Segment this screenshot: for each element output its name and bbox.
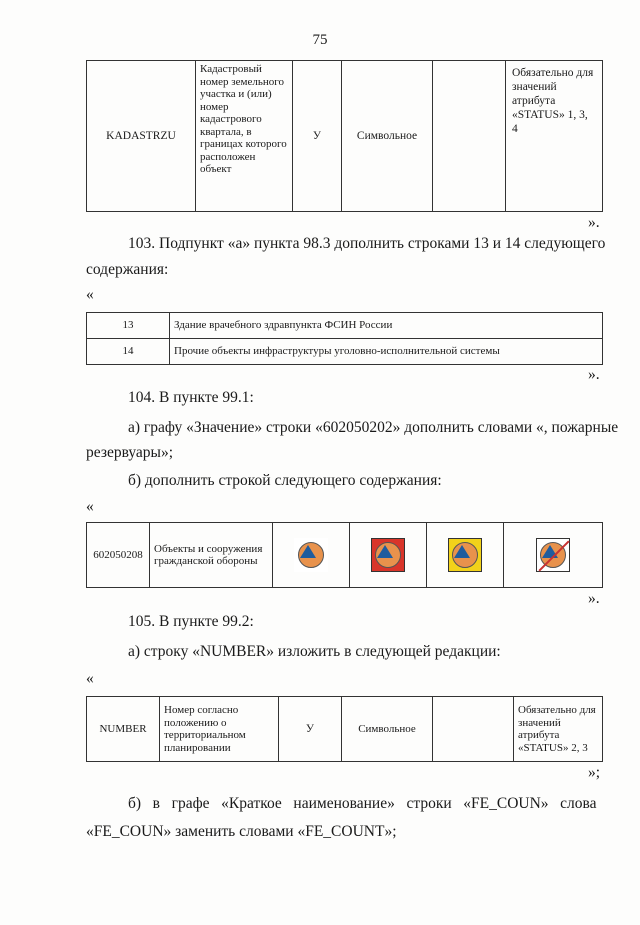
- attribute-note: Обязательно для значений атрибута «STATUS» 1, 3, 4: [506, 61, 603, 212]
- table-row: [87, 313, 603, 339]
- sign-cell: [350, 523, 427, 588]
- attribute-empty-cell: [433, 697, 514, 762]
- civil-defense-sign-icon: [294, 538, 328, 572]
- paragraph-104b: б) дополнить строкой следующего содержания:: [128, 472, 442, 489]
- close-quote: »;: [588, 764, 601, 781]
- open-quote: «: [86, 670, 94, 687]
- attribute-flag: У: [279, 697, 342, 762]
- table-row: [87, 339, 603, 365]
- civil-defense-table: [86, 522, 603, 588]
- page-number: 75: [312, 32, 328, 48]
- attribute-table-number: [86, 696, 603, 762]
- attribute-code: NUMBER: [87, 697, 160, 762]
- paragraph-104a-line1: а) графу «Значение» строки «602050202» дополнить словами «, пожарные: [128, 419, 619, 436]
- paragraph-104a-line2: резервуары»;: [86, 444, 174, 461]
- object-name: Объекты и сооружения гражданской обороны: [150, 523, 273, 588]
- paragraph-105a: а) строку «NUMBER» изложить в следующей редакции:: [128, 643, 501, 660]
- sign-cell: [427, 523, 504, 588]
- attribute-description: Номер согласно положению о территориальном планировании: [160, 697, 279, 762]
- open-quote: «: [86, 286, 94, 303]
- attribute-type: Символьное: [342, 697, 433, 762]
- sign-cell: [504, 523, 603, 588]
- paragraph-105b-line1: б) в графе «Краткое наименование» строки «FE_COUN» слова: [128, 795, 597, 812]
- paragraph-104: 104. В пункте 99.1:: [128, 389, 254, 406]
- close-quote: ».: [588, 214, 600, 231]
- paragraph-105b-line2: «FE_COUN» заменить словами «FE_COUNT»;: [86, 823, 397, 840]
- object-code: 602050208: [87, 523, 150, 588]
- civil-defense-sign-red-icon: [371, 538, 405, 572]
- civil-defense-sign-crossed-icon: [536, 538, 570, 572]
- civil-defense-sign-yellow-icon: [448, 538, 482, 572]
- attribute-table-kadastrzu: [86, 60, 603, 212]
- object-types-table: [86, 312, 603, 365]
- attribute-type: Символьное: [342, 61, 433, 212]
- sign-cell: [273, 523, 350, 588]
- paragraph-105: 105. В пункте 99.2:: [128, 613, 254, 630]
- attribute-empty-cell: [433, 61, 506, 212]
- row-text: Здание врачебного здравпункта ФСИН России: [170, 313, 603, 339]
- row-text: Прочие объекты инфраструктуры уголовно-исполнительной системы: [170, 339, 603, 365]
- row-number: 14: [87, 339, 170, 365]
- close-quote: ».: [588, 366, 600, 383]
- attribute-note: Обязательно для значений атрибута «STATUS» 2, 3: [514, 697, 603, 762]
- attribute-description: Кадастровый номер земельного участка и (или) номер кадастрового квартала, в границах которого расположен объект: [196, 61, 293, 212]
- close-quote: ».: [588, 590, 600, 607]
- attribute-code: KADASTRZU: [87, 61, 196, 212]
- row-number: 13: [87, 313, 170, 339]
- paragraph-103-line2: содержания:: [86, 261, 169, 278]
- attribute-flag: У: [293, 61, 342, 212]
- paragraph-103-line1: 103. Подпункт «а» пункта 98.3 дополнить строками 13 и 14 следующего: [128, 235, 606, 252]
- open-quote: «: [86, 498, 94, 515]
